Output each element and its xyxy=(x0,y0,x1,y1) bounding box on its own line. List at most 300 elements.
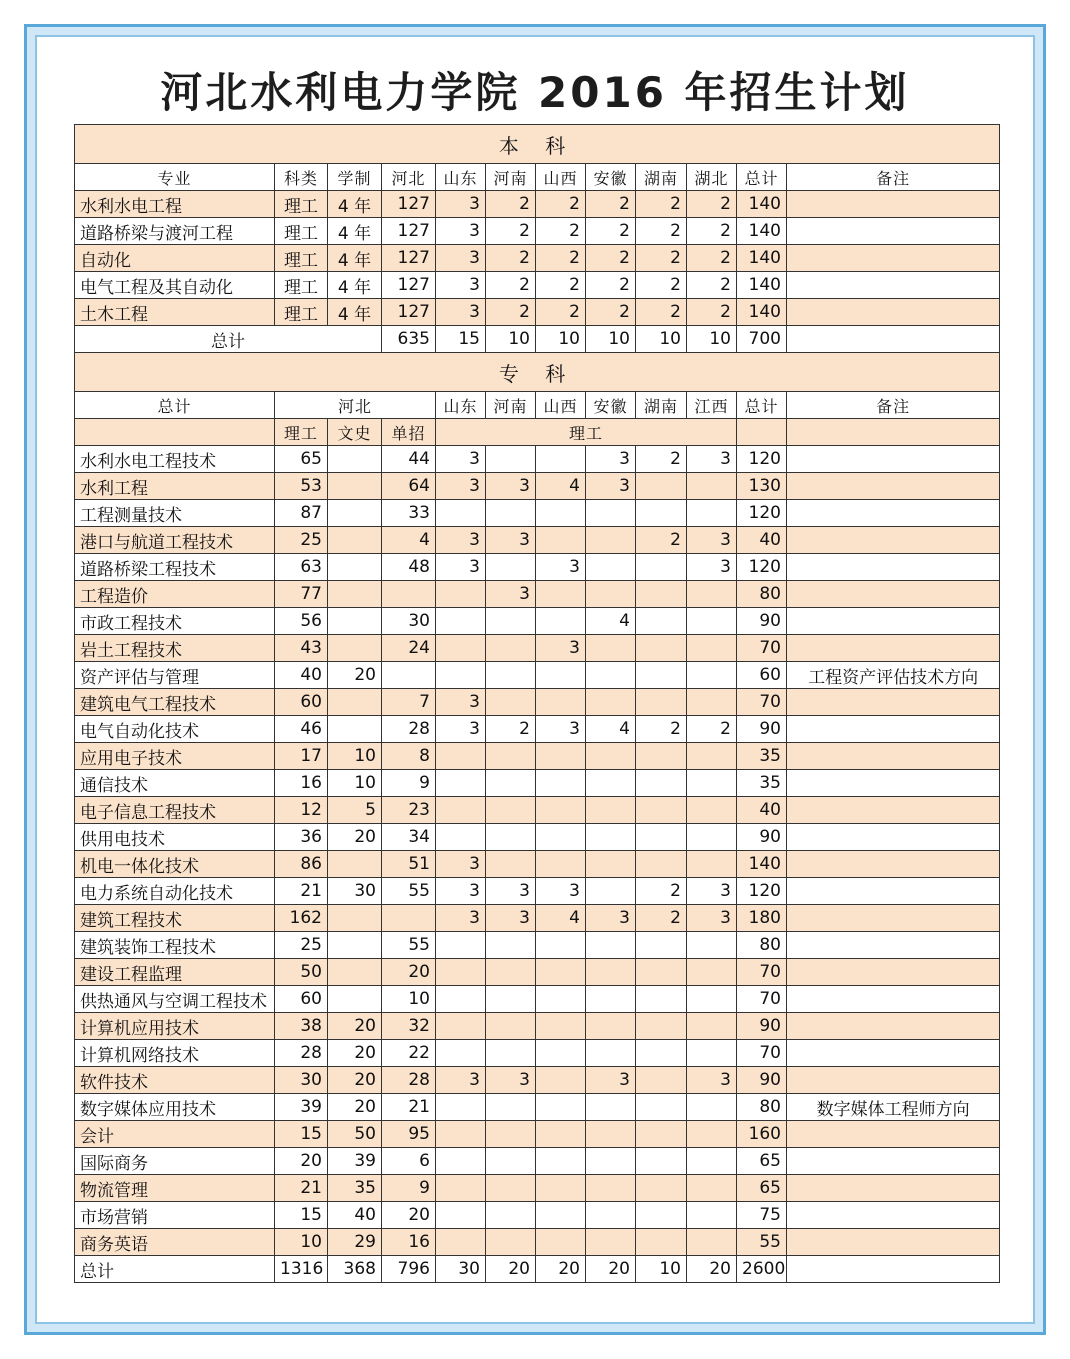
table-cell xyxy=(636,608,687,635)
table-cell xyxy=(436,1013,486,1040)
total-label: 总计 xyxy=(75,1256,275,1283)
table-cell: 20 xyxy=(275,1148,328,1175)
column-header: 河北 xyxy=(275,392,436,419)
table-cell xyxy=(436,743,486,770)
table-cell: 65 xyxy=(737,1148,787,1175)
table-cell xyxy=(787,986,1000,1013)
table-cell xyxy=(586,1094,636,1121)
table-cell: 4 xyxy=(586,716,636,743)
table-cell: 16 xyxy=(382,1229,436,1256)
section-label: 专 科 xyxy=(75,353,1000,392)
table-cell: 20 xyxy=(687,1256,737,1283)
table-row xyxy=(75,1175,1000,1202)
table-cell xyxy=(586,1013,636,1040)
table-cell: 40 xyxy=(275,662,328,689)
table-row xyxy=(75,851,1000,878)
table-cell: 市政工程技术 xyxy=(75,608,275,635)
table-cell xyxy=(687,1202,737,1229)
table-cell xyxy=(536,851,586,878)
table-cell: 商务英语 xyxy=(75,1229,275,1256)
table-cell xyxy=(636,1094,687,1121)
table-cell xyxy=(486,500,536,527)
table-cell xyxy=(586,635,636,662)
table-cell: 1316 xyxy=(275,1256,328,1283)
table-cell: 2 xyxy=(636,716,687,743)
table-cell xyxy=(328,608,382,635)
table-cell: 60 xyxy=(275,689,328,716)
table-cell xyxy=(586,500,636,527)
table-cell: 21 xyxy=(275,1175,328,1202)
table-cell: 55 xyxy=(737,1229,787,1256)
table-cell: 电气自动化技术 xyxy=(75,716,275,743)
table-cell xyxy=(787,1067,1000,1094)
table-cell xyxy=(536,689,586,716)
table-cell xyxy=(486,1175,536,1202)
table-cell: 80 xyxy=(737,1094,787,1121)
table-cell: 10 xyxy=(486,326,536,353)
column-header: 山西 xyxy=(536,392,586,419)
table-cell: 3 xyxy=(687,1067,737,1094)
table-cell xyxy=(787,1013,1000,1040)
table-cell: 35 xyxy=(737,743,787,770)
table-cell xyxy=(787,1040,1000,1067)
table-cell: 50 xyxy=(275,959,328,986)
table-cell: 32 xyxy=(382,1013,436,1040)
table-cell xyxy=(328,554,382,581)
table-cell xyxy=(486,770,536,797)
table-cell: 岩土工程技术 xyxy=(75,635,275,662)
table-cell: 48 xyxy=(382,554,436,581)
table-cell: 15 xyxy=(275,1202,328,1229)
table-cell xyxy=(787,446,1000,473)
table-cell: 理工 xyxy=(275,245,328,272)
table-cell: 10 xyxy=(328,770,382,797)
table-cell xyxy=(536,1040,586,1067)
table-cell xyxy=(687,662,737,689)
table-cell xyxy=(787,419,1000,446)
table-cell xyxy=(328,716,382,743)
table-cell xyxy=(436,1175,486,1202)
table-cell xyxy=(586,797,636,824)
table-cell: 127 xyxy=(382,272,436,299)
table-row xyxy=(75,959,1000,986)
enrollment-table xyxy=(74,124,1000,1283)
table-cell: 3 xyxy=(486,473,536,500)
table-cell: 4 年 xyxy=(328,245,382,272)
table-row xyxy=(75,1202,1000,1229)
table-cell: 28 xyxy=(382,716,436,743)
total-label: 总计 xyxy=(75,326,382,353)
table-cell: 工程资产评估技术方向 xyxy=(787,662,1000,689)
table-cell: 理工 xyxy=(275,272,328,299)
table-row xyxy=(75,689,1000,716)
column-header: 科类 xyxy=(275,164,328,191)
table-cell: 21 xyxy=(275,878,328,905)
table-cell: 3 xyxy=(436,716,486,743)
table-row xyxy=(75,527,1000,554)
table-cell: 87 xyxy=(275,500,328,527)
table-cell xyxy=(787,326,1000,353)
table-cell xyxy=(737,419,787,446)
table-cell: 33 xyxy=(382,500,436,527)
table-cell xyxy=(536,1202,586,1229)
table-cell xyxy=(436,932,486,959)
table-cell: 2 xyxy=(586,191,636,218)
table-cell: 127 xyxy=(382,245,436,272)
table-cell: 44 xyxy=(382,446,436,473)
table-cell: 建筑装饰工程技术 xyxy=(75,932,275,959)
table-cell: 90 xyxy=(737,716,787,743)
table-cell: 2 xyxy=(536,191,586,218)
table-cell: 2 xyxy=(586,218,636,245)
table-cell xyxy=(328,446,382,473)
table-cell xyxy=(486,1121,536,1148)
table-cell: 51 xyxy=(382,851,436,878)
table-cell: 16 xyxy=(275,770,328,797)
table-cell: 3 xyxy=(436,554,486,581)
table-cell xyxy=(586,554,636,581)
table-cell: 3 xyxy=(486,1067,536,1094)
table-cell xyxy=(586,743,636,770)
table-cell: 140 xyxy=(737,299,787,326)
table-cell: 39 xyxy=(328,1148,382,1175)
table-cell: 2 xyxy=(687,272,737,299)
table-cell: 28 xyxy=(275,1040,328,1067)
table-row xyxy=(75,743,1000,770)
table-cell: 25 xyxy=(275,932,328,959)
table-cell xyxy=(586,770,636,797)
table-cell: 道路桥梁与渡河工程 xyxy=(75,218,275,245)
table-cell xyxy=(486,662,536,689)
table-cell: 理工 xyxy=(275,218,328,245)
table-row xyxy=(75,1013,1000,1040)
table-cell: 2 xyxy=(636,299,687,326)
table-cell: 700 xyxy=(737,326,787,353)
section-label: 本 科 xyxy=(75,125,1000,164)
table-cell xyxy=(486,1040,536,1067)
table-cell: 6 xyxy=(382,1148,436,1175)
table-cell: 会计 xyxy=(75,1121,275,1148)
table-row xyxy=(75,446,1000,473)
table-cell: 10 xyxy=(586,326,636,353)
table-cell: 3 xyxy=(436,473,486,500)
table-cell xyxy=(328,473,382,500)
table-cell xyxy=(787,191,1000,218)
header-row-zhuanke xyxy=(75,392,1000,419)
table-cell xyxy=(787,1175,1000,1202)
table-cell: 理工 xyxy=(275,191,328,218)
table-cell xyxy=(636,581,687,608)
table-cell: 70 xyxy=(737,689,787,716)
table-row xyxy=(75,1040,1000,1067)
table-cell xyxy=(586,1148,636,1175)
table-cell: 140 xyxy=(737,851,787,878)
table-cell: 2 xyxy=(687,299,737,326)
table-cell: 7 xyxy=(382,689,436,716)
table-cell xyxy=(787,743,1000,770)
table-cell: 43 xyxy=(275,635,328,662)
table-cell: 40 xyxy=(737,527,787,554)
table-cell xyxy=(328,986,382,1013)
table-cell: 3 xyxy=(436,527,486,554)
table-cell: 22 xyxy=(382,1040,436,1067)
table-cell: 20 xyxy=(328,662,382,689)
table-cell xyxy=(687,1175,737,1202)
table-cell xyxy=(636,689,687,716)
table-cell: 20 xyxy=(328,1040,382,1067)
table-cell: 2 xyxy=(636,218,687,245)
table-cell xyxy=(636,1148,687,1175)
table-cell: 2 xyxy=(536,299,586,326)
table-cell xyxy=(486,1094,536,1121)
table-cell: 2 xyxy=(486,272,536,299)
table-cell: 3 xyxy=(536,554,586,581)
table-cell xyxy=(636,554,687,581)
column-header: 湖北 xyxy=(687,164,737,191)
table-cell xyxy=(536,527,586,554)
table-cell: 4 xyxy=(536,473,586,500)
table-row xyxy=(75,581,1000,608)
column-header: 备注 xyxy=(787,164,1000,191)
table-cell: 64 xyxy=(382,473,436,500)
table-cell: 24 xyxy=(382,635,436,662)
subheader-row-zhuanke xyxy=(75,419,1000,446)
table-cell: 60 xyxy=(737,662,787,689)
column-header: 学制 xyxy=(328,164,382,191)
table-cell: 70 xyxy=(737,986,787,1013)
table-cell: 140 xyxy=(737,245,787,272)
table-cell: 90 xyxy=(737,1067,787,1094)
table-cell: 10 xyxy=(636,1256,687,1283)
table-cell: 建设工程监理 xyxy=(75,959,275,986)
table-cell xyxy=(486,959,536,986)
table-cell xyxy=(586,1040,636,1067)
table-cell: 港口与航道工程技术 xyxy=(75,527,275,554)
table-cell xyxy=(687,500,737,527)
column-header: 河南 xyxy=(486,164,536,191)
table-cell: 160 xyxy=(737,1121,787,1148)
table-row xyxy=(75,473,1000,500)
table-cell xyxy=(536,797,586,824)
table-cell xyxy=(536,1121,586,1148)
table-row xyxy=(75,272,1000,299)
section-benke xyxy=(75,125,1000,164)
table-cell: 8 xyxy=(382,743,436,770)
table-cell: 2 xyxy=(636,878,687,905)
table-cell xyxy=(436,635,486,662)
table-cell: 2 xyxy=(586,245,636,272)
table-row xyxy=(75,245,1000,272)
table-cell xyxy=(687,824,737,851)
table-cell: 资产评估与管理 xyxy=(75,662,275,689)
table-cell xyxy=(536,743,586,770)
table-cell xyxy=(536,932,586,959)
table-cell: 3 xyxy=(687,905,737,932)
column-header: 河北 xyxy=(382,164,436,191)
table-cell xyxy=(536,662,586,689)
table-cell: 63 xyxy=(275,554,328,581)
table-cell: 368 xyxy=(328,1256,382,1283)
table-cell: 40 xyxy=(328,1202,382,1229)
table-cell: 3 xyxy=(486,581,536,608)
table-cell: 3 xyxy=(436,218,486,245)
table-cell xyxy=(382,581,436,608)
table-cell: 21 xyxy=(382,1094,436,1121)
table-cell xyxy=(586,1175,636,1202)
table-cell: 77 xyxy=(275,581,328,608)
column-header: 安徽 xyxy=(586,164,636,191)
table-cell xyxy=(636,1175,687,1202)
table-cell xyxy=(328,635,382,662)
table-cell xyxy=(787,851,1000,878)
table-cell xyxy=(787,1148,1000,1175)
table-cell: 50 xyxy=(328,1121,382,1148)
table-cell: 35 xyxy=(737,770,787,797)
table-row xyxy=(75,1121,1000,1148)
table-cell: 3 xyxy=(586,473,636,500)
table-cell: 道路桥梁工程技术 xyxy=(75,554,275,581)
table-cell xyxy=(636,851,687,878)
table-cell: 15 xyxy=(436,326,486,353)
column-header: 山西 xyxy=(536,164,586,191)
table-cell: 90 xyxy=(737,608,787,635)
table-row xyxy=(75,986,1000,1013)
table-cell: 3 xyxy=(586,905,636,932)
table-cell xyxy=(586,1202,636,1229)
table-cell xyxy=(328,959,382,986)
table-cell: 3 xyxy=(436,299,486,326)
table-cell: 3 xyxy=(687,878,737,905)
table-row xyxy=(75,1094,1000,1121)
table-cell: 20 xyxy=(328,824,382,851)
table-cell xyxy=(787,581,1000,608)
table-cell: 140 xyxy=(737,218,787,245)
table-cell: 3 xyxy=(436,851,486,878)
table-cell: 2 xyxy=(687,245,737,272)
table-cell: 土木工程 xyxy=(75,299,275,326)
table-cell: 3 xyxy=(436,689,486,716)
table-cell: 56 xyxy=(275,608,328,635)
table-cell xyxy=(536,1013,586,1040)
table-cell: 2 xyxy=(636,905,687,932)
table-cell: 15 xyxy=(275,1121,328,1148)
table-cell: 水利工程 xyxy=(75,473,275,500)
table-cell xyxy=(486,743,536,770)
table-cell xyxy=(687,689,737,716)
table-cell: 120 xyxy=(737,878,787,905)
table-cell xyxy=(787,1121,1000,1148)
table-cell xyxy=(536,770,586,797)
table-cell: 180 xyxy=(737,905,787,932)
table-cell: 3 xyxy=(536,716,586,743)
table-cell: 2 xyxy=(486,191,536,218)
table-row xyxy=(75,878,1000,905)
table-cell xyxy=(536,959,586,986)
table-cell: 4 xyxy=(382,527,436,554)
table-cell xyxy=(382,905,436,932)
table-cell: 2 xyxy=(636,191,687,218)
table-cell: 2 xyxy=(486,299,536,326)
table-cell xyxy=(486,797,536,824)
table-cell xyxy=(787,272,1000,299)
table-cell xyxy=(382,662,436,689)
column-header: 专业 xyxy=(75,164,275,191)
table-cell: 3 xyxy=(436,245,486,272)
table-cell xyxy=(636,500,687,527)
table-cell: 供热通风与空调工程技术 xyxy=(75,986,275,1013)
table-cell xyxy=(536,581,586,608)
table-cell: 2 xyxy=(636,245,687,272)
table-cell: 4 年 xyxy=(328,191,382,218)
table-cell xyxy=(787,1202,1000,1229)
table-cell: 36 xyxy=(275,824,328,851)
table-cell: 工程造价 xyxy=(75,581,275,608)
table-cell xyxy=(436,662,486,689)
table-cell: 55 xyxy=(382,932,436,959)
table-cell: 5 xyxy=(328,797,382,824)
table-cell xyxy=(787,635,1000,662)
table-cell: 60 xyxy=(275,986,328,1013)
table-cell: 供用电技术 xyxy=(75,824,275,851)
table-cell xyxy=(536,1229,586,1256)
subheader: 文史 xyxy=(328,419,382,446)
table-cell: 2 xyxy=(687,716,737,743)
table-cell: 2 xyxy=(536,245,586,272)
table-cell: 20 xyxy=(328,1013,382,1040)
table-cell xyxy=(687,932,737,959)
table-cell: 3 xyxy=(536,635,586,662)
table-cell: 10 xyxy=(687,326,737,353)
table-cell: 2 xyxy=(586,272,636,299)
table-cell xyxy=(687,608,737,635)
table-cell xyxy=(787,500,1000,527)
column-header: 山东 xyxy=(436,164,486,191)
table-cell: 70 xyxy=(737,635,787,662)
table-cell: 127 xyxy=(382,218,436,245)
table-cell xyxy=(328,851,382,878)
table-cell xyxy=(687,851,737,878)
column-header: 山东 xyxy=(436,392,486,419)
table-cell xyxy=(328,905,382,932)
table-cell: 3 xyxy=(436,446,486,473)
table-cell xyxy=(687,635,737,662)
table-cell xyxy=(636,473,687,500)
table-cell: 理工 xyxy=(275,299,328,326)
table-cell xyxy=(636,986,687,1013)
table-cell: 10 xyxy=(382,986,436,1013)
table-cell: 90 xyxy=(737,1013,787,1040)
table-cell xyxy=(636,824,687,851)
table-cell: 通信技术 xyxy=(75,770,275,797)
table-cell: 4 xyxy=(536,905,586,932)
table-cell: 3 xyxy=(436,272,486,299)
table-cell: 10 xyxy=(275,1229,328,1256)
table-cell xyxy=(687,1229,737,1256)
table-cell xyxy=(486,446,536,473)
table-cell: 应用电子技术 xyxy=(75,743,275,770)
table-cell xyxy=(787,797,1000,824)
table-cell: 计算机应用技术 xyxy=(75,1013,275,1040)
table-cell xyxy=(328,527,382,554)
table-cell: 建筑电气工程技术 xyxy=(75,689,275,716)
table-cell: 4 年 xyxy=(328,299,382,326)
subheader: 理工 xyxy=(275,419,328,446)
table-cell: 市场营销 xyxy=(75,1202,275,1229)
table-cell xyxy=(787,473,1000,500)
table-cell: 2 xyxy=(536,218,586,245)
table-cell: 140 xyxy=(737,191,787,218)
table-cell: 90 xyxy=(737,824,787,851)
